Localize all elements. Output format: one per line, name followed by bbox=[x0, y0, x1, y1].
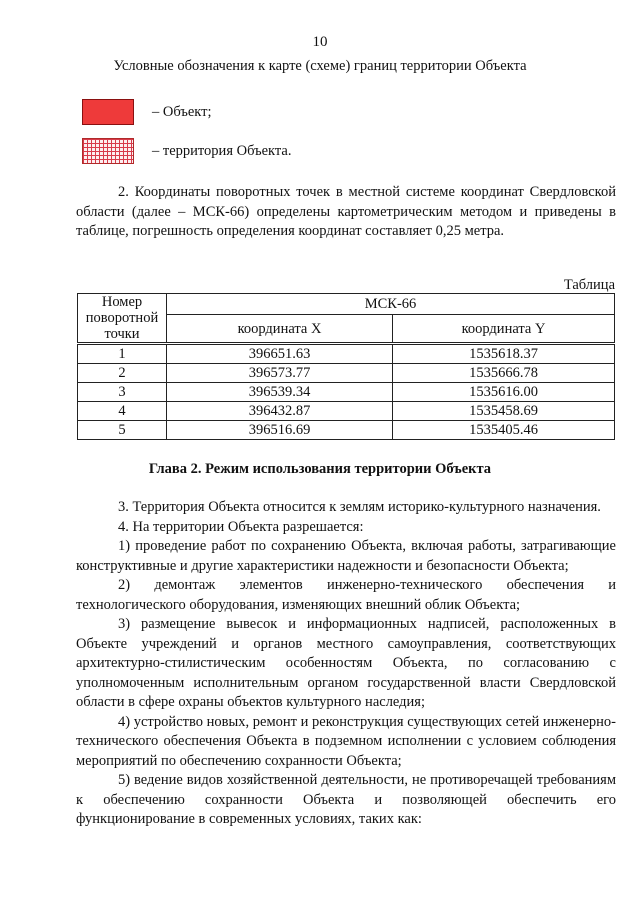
table-caption: Таблица bbox=[563, 277, 615, 293]
table-row bbox=[78, 344, 615, 364]
body-text bbox=[76, 498, 616, 830]
coordinate-x: 396651.63 bbox=[167, 344, 393, 364]
paragraph-4: 4. На территории Объекта разрешается: bbox=[118, 518, 364, 535]
header-point-number: Номер поворотной точки bbox=[78, 294, 167, 344]
coordinate-x: 396539.34 bbox=[167, 383, 393, 402]
point-number: 3 bbox=[78, 383, 167, 402]
territory-swatch bbox=[82, 138, 134, 164]
coordinate-y: 1535666.78 bbox=[393, 364, 615, 383]
list-item-4: 4) устройство новых, ремонт и реконструкция существующих сетей инженерно-технического обеспечения Объекта в подземном исполнении с условием соблюдения мероприятий по обеспечению сохранности Объекта; bbox=[76, 713, 616, 769]
table-row bbox=[78, 364, 615, 383]
object-swatch bbox=[82, 99, 134, 125]
list-item-2: 2) демонтаж элементов инженерно-технического обеспечения и технологического оборудования, изменяющих внешний облик Объекта; bbox=[76, 577, 616, 613]
legend-item-object bbox=[82, 99, 212, 125]
legend-label-territory: – территория Объекта. bbox=[152, 142, 292, 159]
header-coordinate-x: координата X bbox=[167, 315, 393, 344]
list-item-3: 3) размещение вывесок и информационных надписей, расположенных в Объекте учреждений и органов местного самоуправления, соответствующих архитектурно-стилистическим особенностям Объекта, по согласованию с уполномоченным исполнительным органом государственной власти Свердловской области в сфере охраны объектов культурного наследия; bbox=[76, 616, 616, 710]
coordinates-table bbox=[77, 293, 615, 440]
coordinate-y: 1535618.37 bbox=[393, 344, 615, 364]
point-number: 2 bbox=[78, 364, 167, 383]
table-row bbox=[78, 383, 615, 402]
coordinate-x: 396432.87 bbox=[167, 402, 393, 421]
paragraph-3: 3. Территория Объекта относится к землям историко-культурного назначения. bbox=[118, 499, 601, 515]
point-number: 5 bbox=[78, 421, 167, 440]
list-item-1: 1) проведение работ по сохранению Объекта, включая работы, затрагивающие конструктивные и другие характеристики надежности и безопасности Объекта; bbox=[76, 538, 616, 574]
table-row bbox=[78, 421, 615, 440]
coordinate-y: 1535616.00 bbox=[393, 383, 615, 402]
page-number: 10 bbox=[312, 34, 328, 50]
legend-label-object: – Объект; bbox=[152, 103, 212, 120]
coordinate-y: 1535458.69 bbox=[393, 402, 615, 421]
list-item-5: 5) ведение видов хозяйственной деятельности, не противоречащей требованиям к обеспечению сохранности Объекта и позволяющей обеспечить его функционирование в современных условиях, таких как: bbox=[76, 772, 616, 827]
legend-title: Условные обозначения к карте (схеме) границ территории Объекта bbox=[113, 58, 527, 74]
coordinates-paragraph: 2. Координаты поворотных точек в местной системе координат Свердловской области (далее – МСК-66) определены картометрическим методом и приведены в таблице, погрешность определения координат составляет 0,25 метра. bbox=[76, 184, 616, 239]
header-coordinate-y: координата Y bbox=[393, 315, 615, 344]
coordinate-x: 396573.77 bbox=[167, 364, 393, 383]
legend-item-territory bbox=[82, 138, 291, 164]
coordinate-y: 1535405.46 bbox=[393, 421, 615, 440]
chapter-title: Глава 2. Режим использования территории Объекта bbox=[148, 461, 492, 477]
point-number: 4 bbox=[78, 402, 167, 421]
table-row bbox=[78, 402, 615, 421]
coordinate-x: 396516.69 bbox=[167, 421, 393, 440]
point-number: 1 bbox=[78, 344, 167, 364]
header-coordinate-system: МСК-66 bbox=[167, 294, 615, 315]
